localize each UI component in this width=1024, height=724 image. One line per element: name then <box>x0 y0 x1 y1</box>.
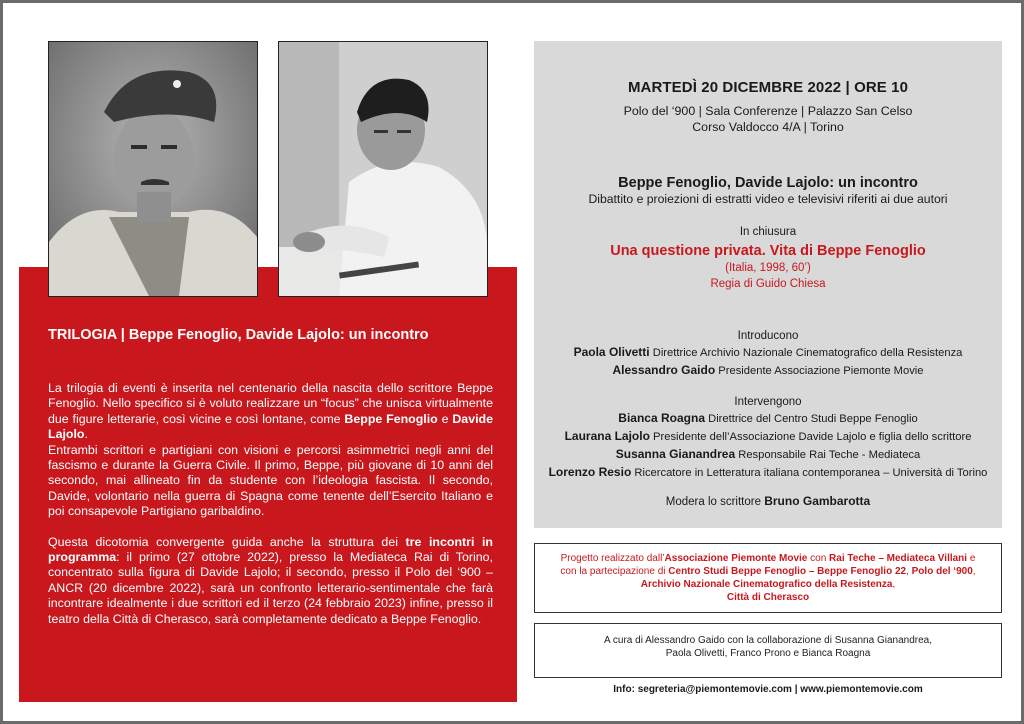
event-location: Polo del ‘900 | Sala Conferenze | Palazzo San Celso Corso Valdocco 4/A | Torino <box>623 104 913 134</box>
closing-label: In chiusura <box>739 226 797 238</box>
trilogy-title: TRILOGIA | Beppe Fenoglio, Davide Lajolo: un incontro <box>48 327 429 343</box>
moderator: Modera lo scrittore Bruno Gambarotta <box>665 494 871 508</box>
event-title: Beppe Fenoglio, Davide Lajolo: un incontro <box>618 175 918 191</box>
photo-davide-lajolo <box>278 41 488 297</box>
name-davide: Davide Lajolo <box>48 411 493 442</box>
speakers-list <box>534 410 1002 482</box>
film-meta: (Italia, 1998, 60’) Regia di Guido Chiesa <box>710 262 826 290</box>
speaker-item: Laurana Lajolo Presidente dell’Associazione Davide Lajolo e figlia dello scrittore <box>564 429 972 443</box>
paragraph-2: Questa dicotomia convergente guida anche la struttura dei tre incontri in programma: il primo (27 ottobre 2022), presso la Mediateca Rai di Torino, concentrato sulla figura di Davide Lajolo; il secondo, presso il Polo del ‘900 – ANCR (20 dicembre 2022), sarà un confronto letterario-sentimentale che farà incontrare idealmente i due scrittori ed il terzo (24 febbraio 2023) infine, presso il teatro della Città di Cherasco, sarà completamente dedicato a Beppe Fenoglio. <box>48 534 493 626</box>
introducer-item: Paola Olivetti Direttrice Archivio Nazionale Cinematografico della Resistenza <box>573 345 963 359</box>
curators-credits: A cura di Alessandro Gaido con la collaborazione di Susanna Gianandrea, Paola Olivetti, Franco Prono e Bianca Roagna <box>534 623 1002 678</box>
speakers-label: Intervengono <box>734 396 802 408</box>
speaker-item: Lorenzo Resio Ricercatore in Letteratura italiana contemporanea – Università di Torino <box>548 465 988 479</box>
three-meetings: tre incontri in programma <box>48 534 493 565</box>
speaker-item: Susanna Gianandrea Responsabile Rai Teche - Mediateca <box>615 447 921 461</box>
contact-info[interactable]: Info: segreteria@piemontemovie.com | www.piemontemovie.com <box>613 684 923 695</box>
project-credits: Progetto realizzato dall’Associazione Piemonte Movie con Rai Teche – Mediateca Villani e con la partecipazione di Centro Studi Beppe Fenoglio – Beppe Fenoglio 22, Polo del ‘900, Archivio Nazionale Cinematografico della Resistenza, Città di Cherasco <box>534 543 1002 613</box>
event-date: MARTEDÌ 20 DICEMBRE 2022 | ORE 10 <box>627 79 909 96</box>
speaker-item: Bianca Roagna Direttrice del Centro Studi Beppe Fenoglio <box>618 411 918 425</box>
film-title: Una questione privata. Vita di Beppe Fenoglio <box>610 243 926 259</box>
event-subtitle: Dibattito e proiezioni di estratti video e televisivi riferiti ai due autori <box>588 192 948 206</box>
introducers-list <box>534 344 1002 380</box>
name-beppe: Beppe Fenoglio <box>344 411 438 426</box>
trilogy-description <box>48 381 493 627</box>
paragraph-1: La trilogia di eventi è inserita nel centenario della nascita dello scrittore Beppe Fenoglio. Nello specifico si è voluto realizzare un “focus” che unisca virtualmente due figure letterarie, così vicine e così lontane, come Beppe Fenoglio e Davide Lajolo. Entrambi scrittori e partigiani con visioni e percorsi asimmetrici negli anni del fascismo e durante la Guerra Civile. Il primo, Beppe, più giovane di 10 anni del secondo, mai allineato fin da studente con l’ideologia fascista. Il secondo, Davide, volontario nella guerra di Spagna come tenente dell’Esercito Italiano e poi consapevole Partigiano garibaldino. <box>48 381 493 519</box>
introducer-item: Alessandro Gaido Presidente Associazione Piemonte Movie <box>612 363 924 377</box>
photo-beppe-fenoglio <box>48 41 258 297</box>
introducers-label: Introducono <box>737 330 799 342</box>
